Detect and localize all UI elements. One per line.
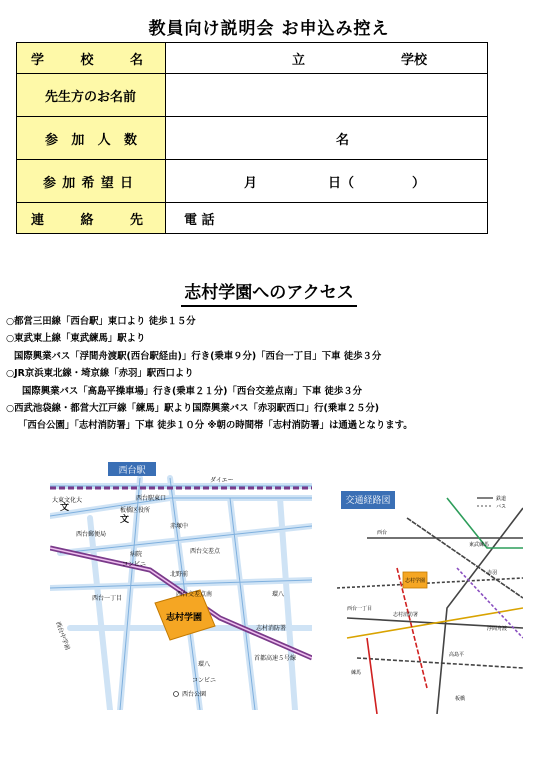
route-label: 赤羽 <box>487 570 498 576</box>
access-line: ○JR京浜東北線・埼京線「赤羽」駅西口より <box>6 368 194 380</box>
map-label: 西台一丁目 <box>92 595 123 602</box>
page-title: 教員向け説明会 お申込み控え <box>148 19 390 39</box>
map-label: 西台中学前 <box>54 620 71 652</box>
legend-label: バス <box>496 504 507 510</box>
access-line: 国際興業バス「浮間舟渡駅(西台駅経由)」行き(乗車９分)「西台一丁目」下車 徒歩３分 <box>14 350 382 362</box>
teacher-name-label: 先生方のお名前 <box>17 74 166 117</box>
school-name-label: 学 校 名 <box>17 43 166 74</box>
map-label: 赤塚中 <box>170 523 189 530</box>
access-title: 志村学園へのアクセス <box>0 278 538 303</box>
route-label: 志村消防署 <box>393 612 419 618</box>
map-label: 大東文化大 <box>52 497 83 504</box>
map-label: コンビニ <box>122 561 147 568</box>
school-label: 志村学園 <box>404 578 426 584</box>
route-label: 浮間舟渡 <box>487 626 508 632</box>
map-label: 首都高速５号線 <box>254 655 297 662</box>
attendee-count-field[interactable]: 名 <box>166 117 488 160</box>
route-label: 板橋 <box>455 696 466 702</box>
school-name-field[interactable]: 立 学校 <box>166 43 488 74</box>
map-label: 西台交差点南 <box>176 591 213 598</box>
attendee-count-label: 参 加 人 数 <box>17 117 166 160</box>
map-label: 西台交差点 <box>190 548 221 555</box>
station-label: 西台駅 <box>118 466 146 476</box>
access-line: 「西台公園」「志村消防署」下車 徒歩１０分 ※朝の時間帯「志村消防署」は通過となります。 <box>18 420 413 432</box>
map-label: 西台公園 <box>182 691 207 698</box>
legend-label: 鉄道 <box>496 496 507 502</box>
teacher-name-field[interactable] <box>166 74 488 117</box>
map-label: 北野前 <box>170 571 189 578</box>
contact-label: 連 絡 先 <box>17 203 166 234</box>
access-line: ○西武池袋線・都営大江戸線「練馬」駅より国際興業バス「赤羽駅西口」行(乗車２５分) <box>6 403 380 415</box>
application-form <box>16 42 488 234</box>
route-diagram <box>337 488 523 714</box>
school-label: 志村学園 <box>166 613 203 623</box>
preferred-date-label: 参 加 希 望 日 <box>17 160 166 203</box>
access-directions <box>6 313 526 435</box>
map-label: 環八 <box>198 661 211 668</box>
route-label: 西台一丁目 <box>347 606 373 612</box>
map-label: 西台駅東口 <box>136 495 167 502</box>
route-label: 東武練馬 <box>469 542 490 548</box>
route-title: 交通経路図 <box>345 496 391 506</box>
preferred-date-field[interactable]: 月 日（ ） <box>166 160 488 203</box>
contact-field[interactable]: 電 話 <box>166 203 488 234</box>
school-mark-icon: 文 <box>60 503 70 513</box>
access-line: ○都営三田線「西台駅」東口より 徒歩１５分 <box>6 316 196 327</box>
route-label: 高島平 <box>449 652 465 658</box>
route-label: 練馬 <box>351 670 362 676</box>
map-label: 病院 <box>130 551 143 558</box>
school-mark-icon: 文 <box>120 515 130 525</box>
map-label: 西台郵便局 <box>76 531 107 538</box>
access-line: ○東武東上線「東武練馬」駅より <box>6 333 146 345</box>
row-date <box>17 160 488 203</box>
map-label: ダイエー <box>210 477 234 484</box>
map-label: コンビニ <box>192 677 217 684</box>
map-label: 板橋区役所 <box>120 507 151 514</box>
row-contact <box>17 203 488 234</box>
map-label: 環八 <box>272 591 285 598</box>
row-school <box>17 43 488 74</box>
row-count <box>17 117 488 160</box>
map-label: 志村消防署 <box>256 625 287 632</box>
access-line: 国際興業バス「高島平操車場」行き(乗車２１分)「西台交差点南」下車 徒歩３分 <box>22 385 362 397</box>
row-teacher <box>17 74 488 117</box>
route-label: 西台 <box>377 530 388 536</box>
area-map <box>50 458 312 710</box>
